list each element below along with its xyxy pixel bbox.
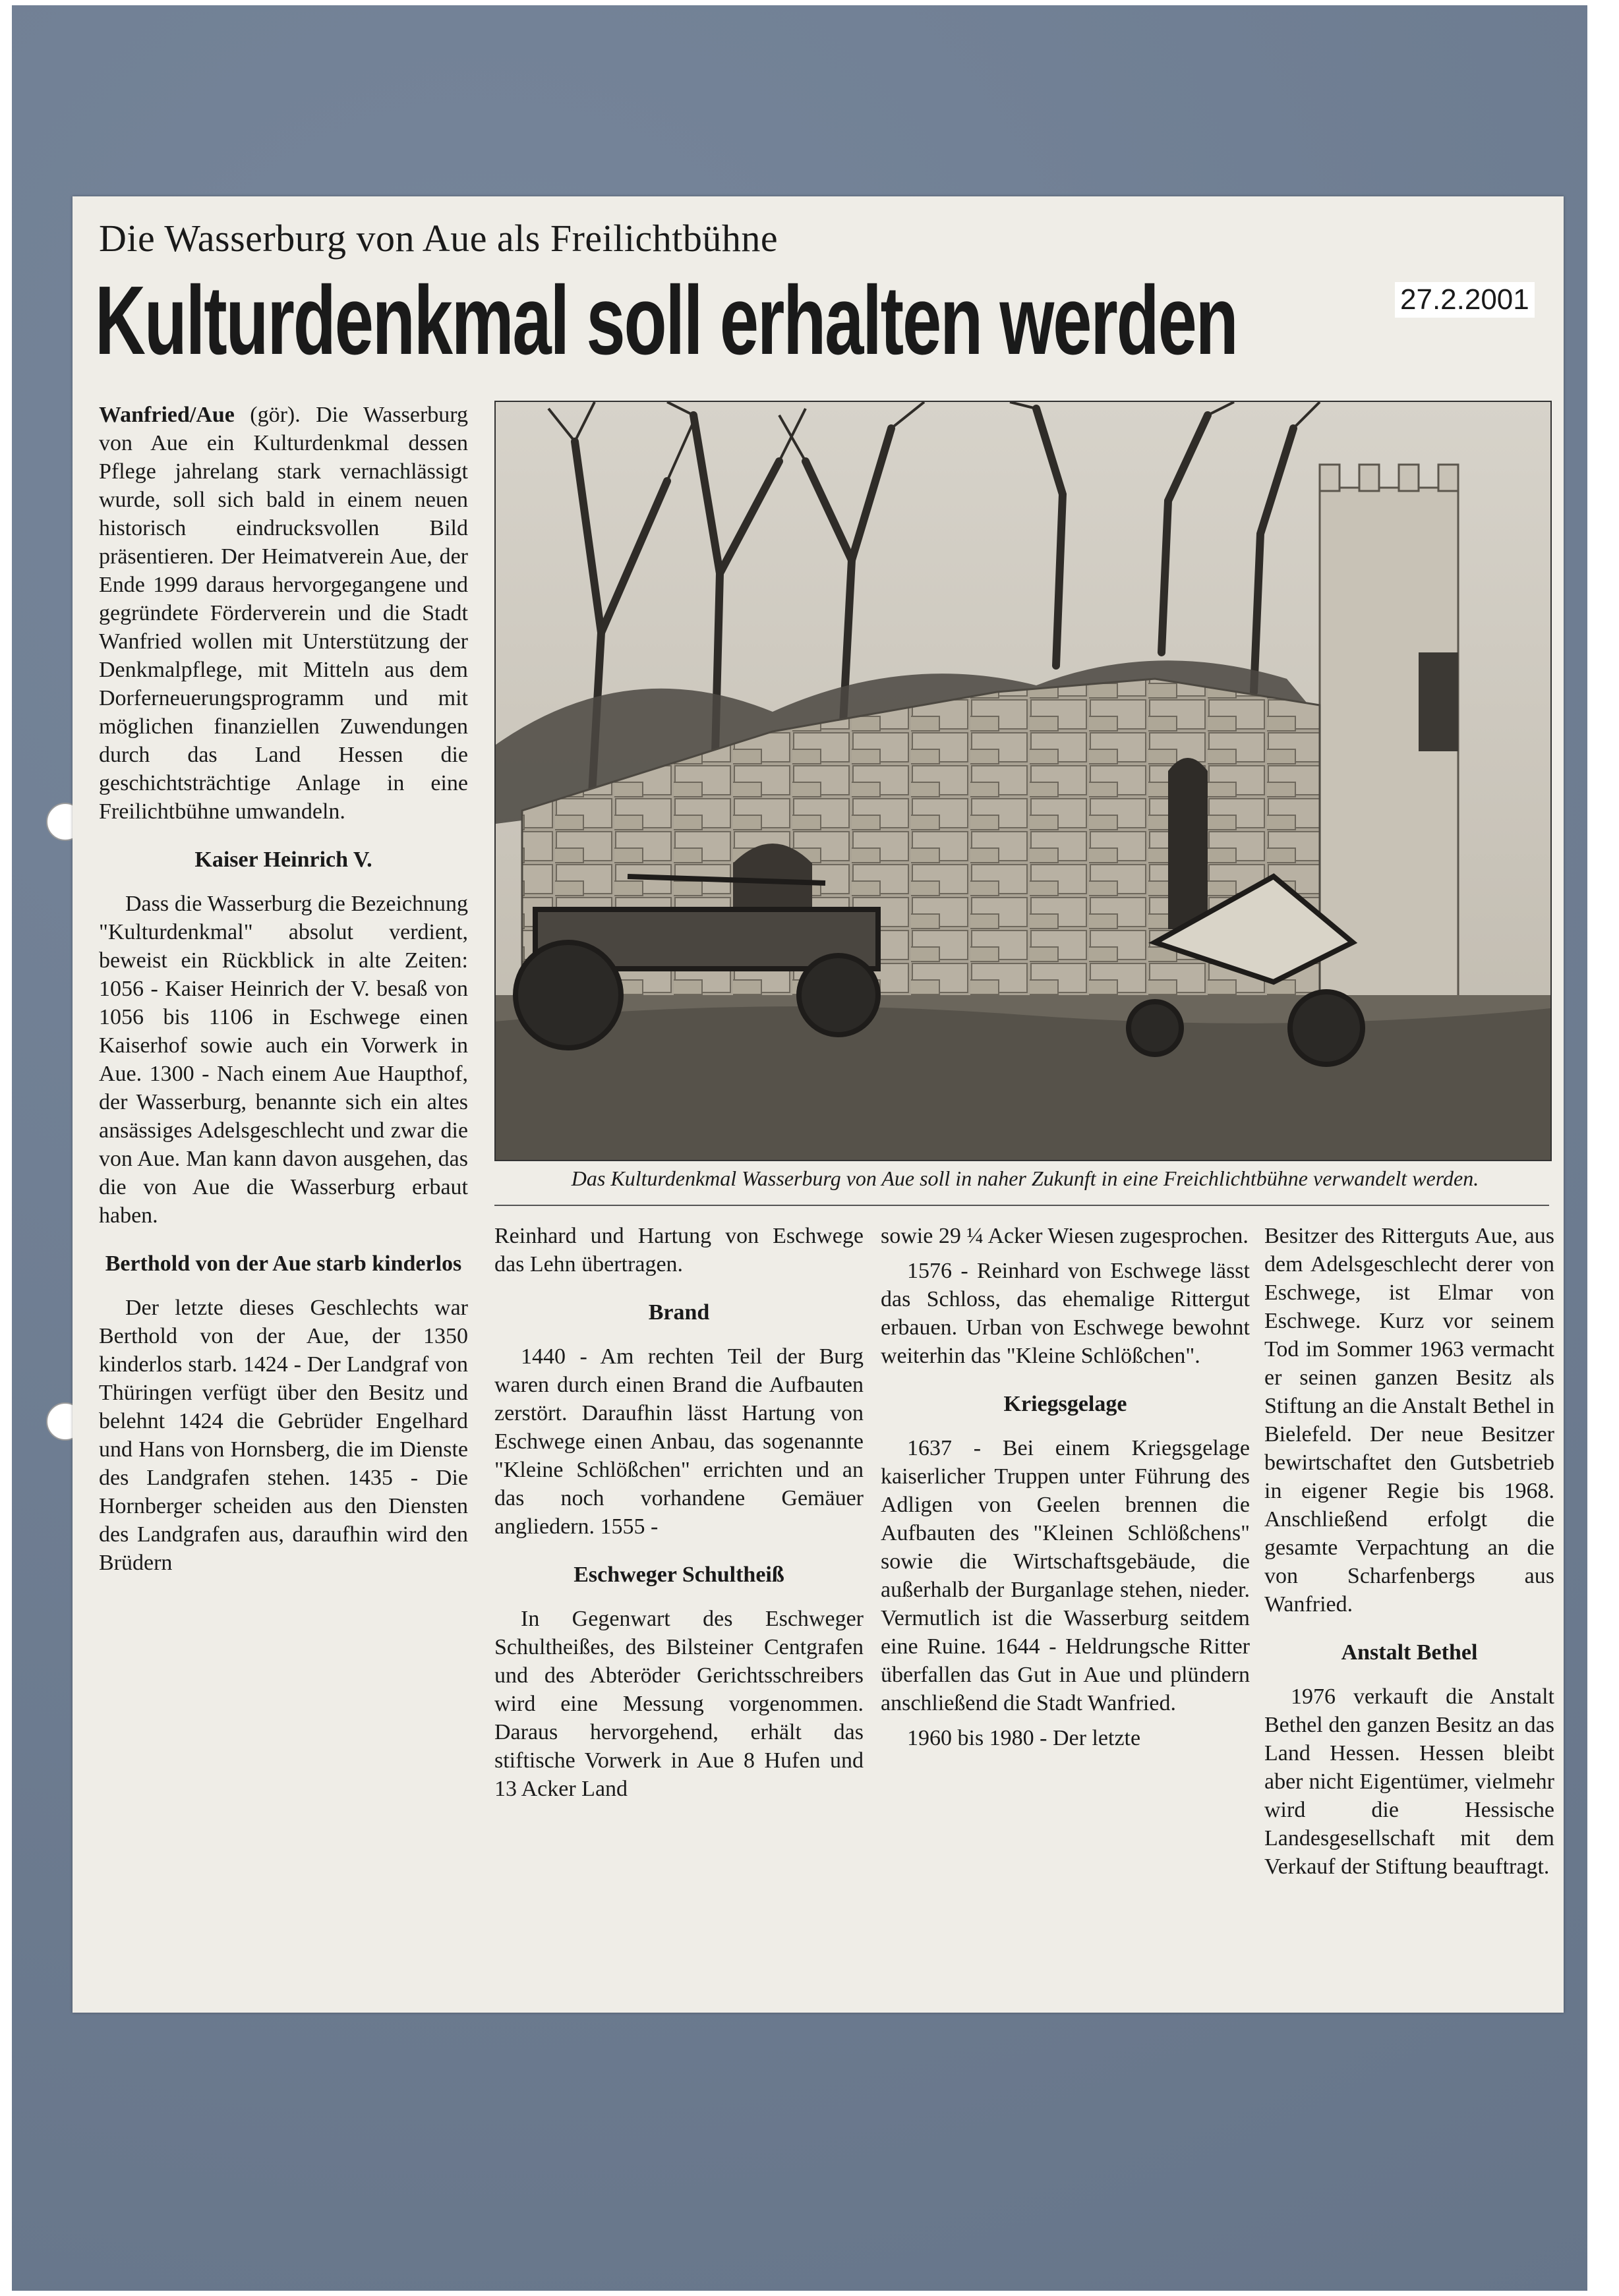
subheading-berthold: Berthold von der Aue starb kinderlos — [105, 1251, 462, 1276]
subheading-brand: Brand — [648, 1300, 710, 1325]
paragraph: 1637 - Bei einem Kriegsgelage kaiserlicher Truppen unter Führung des Adligen von Geelen brennen die Aufbauten des "Kleinen Schlößchens" sowie die Wirtschaftsgebäude, die außerhalb der Burganlage stehen, nieder. Vermutlich ist die Wasserburg seitdem eine Ruine. 1644 - Heldrungsche Ritter überfallen das Gut in Aue und plündern anschließend die Stadt Wanfried. — [881, 1436, 1250, 1715]
photo-illustration — [496, 402, 1550, 1160]
paragraph: 1960 bis 1980 - Der letzte — [907, 1726, 1141, 1750]
article-column-3 — [881, 1222, 1250, 1999]
paragraph: 1976 verkauft die Anstalt Bethel den ganzen Besitz an das Land Hessen. Hessen bleibt aber nicht Eigentümer, vielmehr wird die Hessische Landesgesellschaft mit dem Verkauf der Stiftung beauftragt. — [1264, 1684, 1554, 1879]
headline: Kulturdenkmal soll erhalten werden — [95, 266, 1237, 375]
subheading-kriegsgelage: Kriegsgelage — [1003, 1392, 1127, 1416]
paragraph: 1440 - Am rechten Teil der Burg waren durch einen Brand die Aufbauten zerstört. Daraufhin lässt Hartung von Eschwege einen Anbau, das sogenannte "Kleine Schlößchen" errichten und an das noch vorhandene Gemäuer angliedern. 1555 - — [494, 1344, 864, 1539]
article-column-4 — [1264, 1222, 1554, 1999]
newspaper-clipping — [73, 196, 1564, 2013]
subheading-anstalt-bethel: Anstalt Bethel — [1341, 1640, 1478, 1665]
photo-caption: Das Kulturdenkmal Wasserburg von Aue soll in naher Zukunft in eine Freichlichtbühne verwandelt werden. — [571, 1166, 1479, 1190]
article-column-2 — [494, 1222, 864, 1999]
lead-paragraph — [99, 401, 468, 826]
paragraph: sowie 29 ¼ Acker Wiesen zugesprochen. — [881, 1224, 1249, 1248]
dateline: Wanfried/Aue — [99, 403, 235, 427]
paragraph: 1576 - Reinhard von Eschwege lässt das Schloss, das ehemalige Rittergut erbauen. Urban von Eschwege bewohnt weiterhin das "Kleine Schlößchen". — [881, 1259, 1250, 1368]
subheading-eschweger-schultheiss: Eschweger Schultheiß — [574, 1563, 784, 1587]
date-stamp: 27.2.2001 — [1395, 282, 1535, 318]
column-rule — [494, 1205, 1549, 1206]
blue-backing-sheet — [12, 5, 1587, 2291]
paragraph: Reinhard und Hartung von Eschwege das Lehn übertragen. — [494, 1224, 864, 1277]
paragraph: Besitzer des Ritterguts Aue, aus dem Adelsgeschlecht derer von Eschwege, ist Elmar von Eschwege. Kurz vor seinem Tod im Sommer 1963 vermacht er seinen ganzen Besitz als Stiftung an die Anstalt Bethel in Bielefeld. Der neue Besitzer bewirtschaftet den Gutsbetrieb in eigener Regie bis 1968. Anschließend erfolgt die gesamte Verpachtung an die von Scharfenbergs aus Wanfried. — [1264, 1224, 1554, 1617]
lead-text: (gör). Die Wasserburg von Aue ein Kulturdenkmal dessen Pflege jahrelang stark vernachlässigt wurde, soll sich bald in einem neuen historisch eindrucksvollen Bild präsentieren. Der Heimatverein Aue, der Ende 1999 daraus hervorgegangene und gegründete Förderverein und die Stadt Wanfried wollen mit Unterstützung der Denkmalpflege, mit Mitteln aus dem Dorferneuerungsprogramm und mit möglichen finanziellen Zuwendungen durch das Land Hessen die geschichtsträchtige Anlage in eine Freilichtbühne umwandeln. — [99, 403, 468, 824]
castle-ruin-photo — [494, 401, 1552, 1161]
article-column-1 — [99, 401, 468, 1982]
kicker-line: Die Wasserburg von Aue als Freilichtbühne — [99, 217, 779, 260]
paragraph: In Gegenwart des Eschweger Schultheißes, des Bilsteiner Centgrafen und des Abteröder Gerichtsschreibers wird eine Messung vorgenommen. Daraus hervorgehend, erhält das stiftische Vorwerk in Aue 8 Hufen und 13 Acker Land — [494, 1607, 864, 1801]
subheading-kaiser-heinrich: Kaiser Heinrich V. — [194, 847, 372, 872]
paragraph: Der letzte dieses Geschlechts war Berthold von der Aue, der 1350 kinderlos starb. 1424 - Der Landgraf von Thüringen verfügt über den Besitz und belehnt 1424 die Gebrüder Engelhard und Hans von Hornsberg, die im Dienste des Landgrafen stehen. 1435 - Die Hornberger scheiden aus den Diensten des Landgrafen aus, daraufhin wird den Brüdern — [99, 1296, 468, 1575]
paragraph: Dass die Wasserburg die Bezeichnung "Kulturdenkmal" absolut verdient, beweist ein Rückblick in alte Zeiten: 1056 - Kaiser Heinrich der V. besaß von 1056 bis 1106 in Eschwege einen Kaiserhof sowie auch ein Vorwerk in Aue. 1300 - Nach einem Aue Haupthof, der Wasserburg, benannte sich ein altes ansässiges Adelsgeschlecht und zwar die von Aue. Man kann davon ausgehen, das die von Aue die Wasserburg erbaut haben. — [99, 892, 468, 1228]
